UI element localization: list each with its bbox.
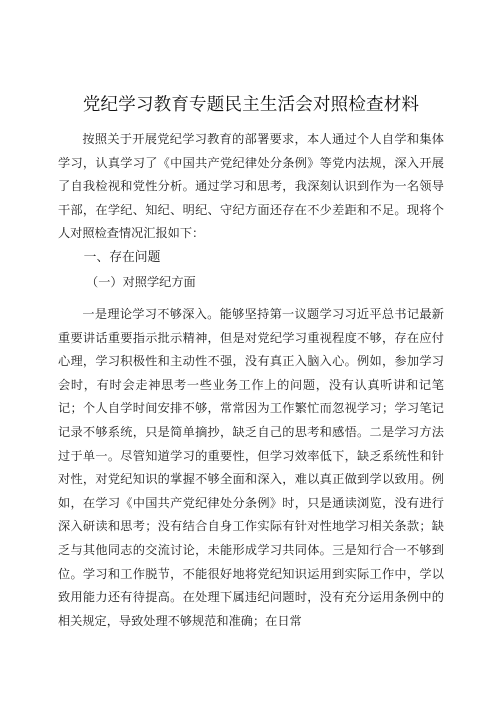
section-heading-problems: 一、存在问题: [83, 249, 161, 265]
document-title: 党纪学习教育专题民主生活会对照检查材料: [82, 95, 420, 115]
body-paragraph: 一是理论学习不够深入。能够坚持第一议题学习习近平总书记最新重要讲话重要指示批示精神，但是对党纪学习重视程度不够，存在应付心理，学习积极性和主动性不强，没有真正入脑入心。例如，参加学习会时，有时会走神思考一些业务工作上的问题，没有认真听讲和记笔记；个人自学时间安排不够，常常因为工作繁忙而忽视学习；学习笔记记录不够系统，只是简单摘抄，缺乏自己的思考和感悟。二是学习方法过于单一。尽管知道学习的重要性，但学习效率低下，缺乏系统性和针对性，对党纪知识的掌握不够全面和深入，难以真正做到学以致用。例如，在学习《中国共产党纪律处分条例》时，只是通读浏览，没有进行深入研读和思考；没有结合自身工作实际有针对性地学习相关条款；缺乏与其他同志的交流讨论，未能形成学习共同体。三是知行合一不够到位。学习和工作脱节，不能很好地将党纪知识运用到实际工作中，学以致用能力还有待提高。在处理下属违纪问题时，没有充分运用条例中的相关规定，导致处理不够规范和准确；在日常: [58, 306, 444, 628]
subsection-heading-study: （一）对照学纪方面: [86, 274, 196, 289]
intro-paragraph: 按照关于开展党纪学习教育的部署要求，本人通过个人自学和集体学习，认真学习了《中国共产党纪律处分条例》等党内法规，深入开展了自我检视和党性分析。通过学习和思考，我深刻认识到作为一名领导干部，在学纪、知纪、明纪、守纪方面还存在不少差距和不足。现将个人对照检查情况汇报如下：: [58, 132, 444, 241]
